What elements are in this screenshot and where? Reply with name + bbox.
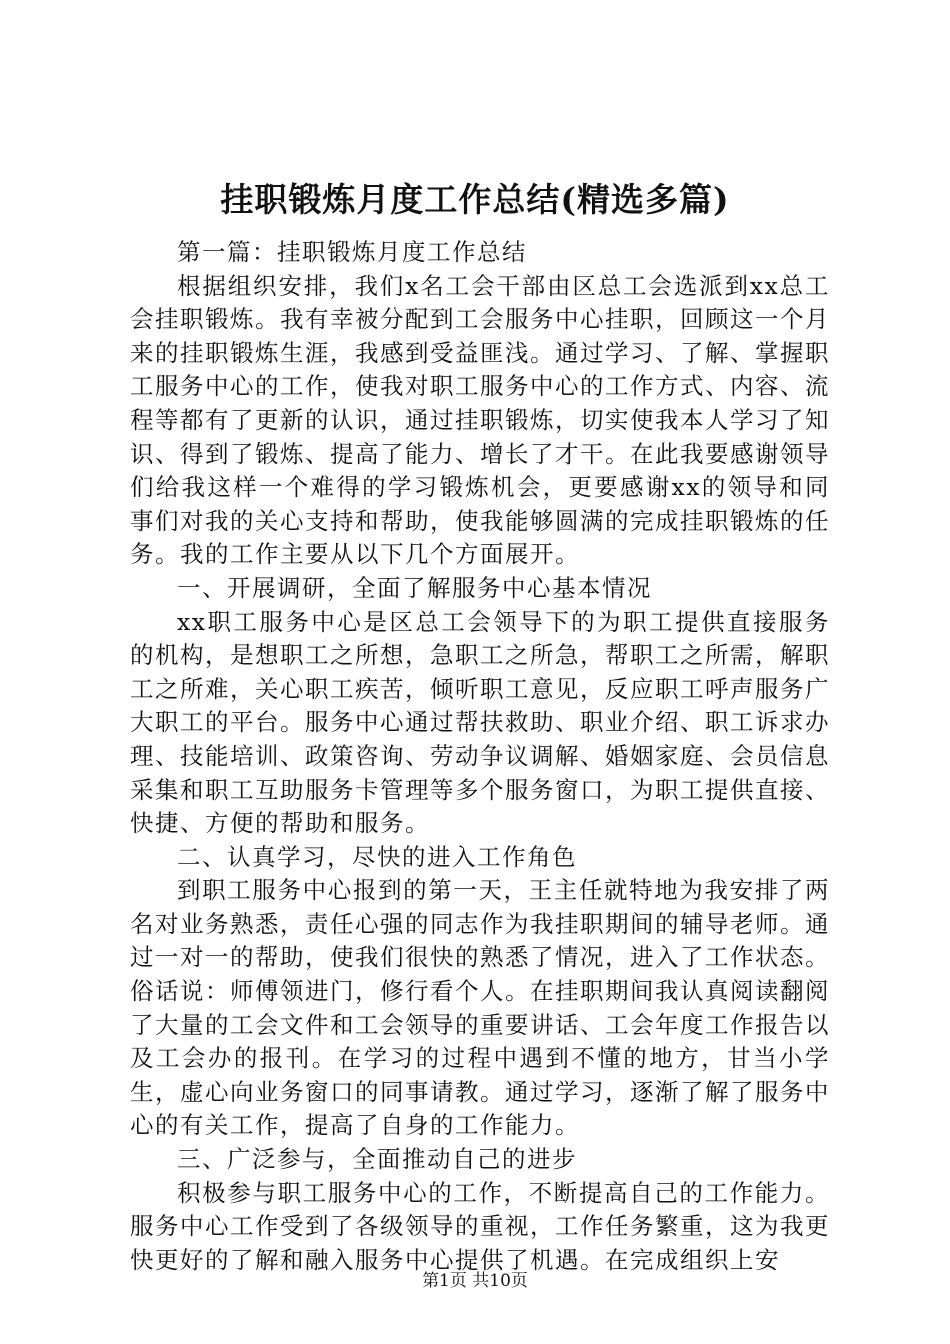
body-paragraph: xx职工服务中心是区总工会领导下的为职工提供直接服务的机构，是想职工之所想，急职工之所急，帮职工之所需，解职工之所难，关心职工疾苦，倾听职工意见，反应职工呼声服务广大职工的平台。服务中心通过帮扶救助、职业介绍、职工诉求办理、技能培训、政策咨询、劳动争议调解、婚姻家庭、会员信息采集和职工互助服务卡管理等多个服务窗口，为职工提供直接、快捷、方便的帮助和服务。 bbox=[130, 607, 830, 838]
body-paragraph: 根据组织安排，我们x名工会干部由区总工会选派到xx总工会挂职锻炼。我有幸被分配到工会服务中心挂职，回顾这一个月来的挂职锻炼生涯，我感到受益匪浅。通过学习、了解、掌握职工服务中心的工作，使我对职工服务中心的工作方式、内容、流程等都有了更新的认识，通过挂职锻炼，切实使我本人学习了知识、得到了锻炼、提高了能力、增长了才干。在此我要感谢领导们给我这样一个难得的学习锻炼机会，更要感谢xx的领导和同事们对我的关心支持和帮助，使我能够圆满的完成挂职锻炼的任务。我的工作主要从以下几个方面展开。 bbox=[130, 271, 830, 569]
section-heading: 一、开展调研，全面了解服务中心基本情况 bbox=[177, 573, 652, 602]
section-heading: 二、认真学习，尽快的进入工作角色 bbox=[177, 842, 577, 871]
section-heading: 三、广泛参与，全面推动自己的进步 bbox=[177, 1145, 577, 1174]
section-heading: 第一篇：挂职锻炼月度工作总结 bbox=[177, 238, 527, 266]
document-title: 挂职锻炼月度工作总结(精选多篇) bbox=[220, 180, 730, 219]
body-paragraph: 到职工服务中心报到的第一天，王主任就特地为我安排了两名对业务熟悉，责任心强的同志作为我挂职期间的辅导老师。通过一对一的帮助，使我们很快的熟悉了情况，进入了工作状态。俗话说：师傅领进门，修行看个人。在挂职期间我认真阅读翻阅了大量的工会文件和工会领导的重要讲话、工会年度工作报告以及工会办的报刊。在学习的过程中遇到不懂的地方，甘当小学生，虚心向业务窗口的同事请教。通过学习，逐渐了解了服务中心的有关工作，提高了自身的工作能力。 bbox=[130, 876, 830, 1140]
body-paragraph: 积极参与职工服务中心的工作，不断提高自己的工作能力。服务中心工作受到了各级领导的重视，工作任务繁重，这为我更快更好的了解和融入服务中心提供了机遇。在完成组织上安 bbox=[130, 1178, 830, 1274]
page-footer: 第1页 共10页 bbox=[422, 1271, 528, 1291]
document-body bbox=[130, 236, 830, 1277]
